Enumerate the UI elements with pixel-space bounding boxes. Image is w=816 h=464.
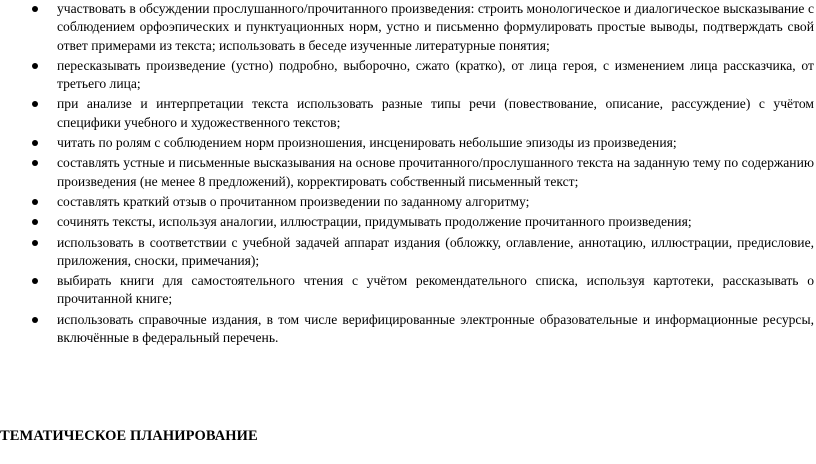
bullet-icon — [32, 199, 38, 205]
list-item-text: пересказывать произведение (устно) подробно, выборочно, сжато (кратко), от лица героя, с изменением лица рассказчика, от третьего лица; — [57, 57, 814, 92]
list-item-text: при анализе и интерпретации текста использовать разные типы речи (повествование, описание, рассуждение) с учётом специфики учебного и художественного текстов; — [57, 96, 814, 130]
list-item — [0, 93, 816, 132]
list-item — [0, 270, 816, 309]
list-item — [0, 132, 816, 152]
list-item-text: участвовать в обсуждении прослушанного/прочитанного произведения: строить монологическое и диалогическое высказывание с соблюдением орфоэпических и пунктуационных норм, устно и письменно формулировать простые выводы, подтверждать свой ответ примерами из текста; использовать в беседе изученные литературные понятия; — [57, 1, 814, 53]
bullet-icon — [32, 278, 38, 284]
list-item — [0, 232, 816, 271]
bullet-icon — [32, 63, 38, 69]
list-item-text: читать по ролям с соблюдением норм произношения, инсценировать небольшие эпизоды из произведения; — [57, 135, 677, 151]
bullet-icon — [32, 219, 38, 225]
list-item-text: составлять устные и письменные высказывания на основе прочитанного/прослушанного текста на заданную тему по содержанию произведения (не менее 8 предложений), корректировать собственный письменный текст; — [57, 155, 814, 189]
bullet-icon — [32, 6, 38, 12]
list-item — [0, 152, 816, 191]
list-item-text: использовать справочные издания, в том числе верифицированные электронные образовательные и информационные ресурсы, включённые в федеральный перечень. — [57, 311, 814, 346]
section-heading: ТЕМАТИЧЕСКОЕ ПЛАНИРОВАНИЕ — [0, 428, 258, 444]
bullet-icon — [32, 317, 38, 323]
list-item — [0, 309, 816, 348]
bullet-icon — [32, 101, 38, 107]
list-item — [0, 211, 816, 231]
list-item-text: выбирать книги для самостоятельного чтения с учётом рекомендательного списка, используя картотеки, рассказывать о прочитанной книге; — [57, 273, 814, 307]
list-item — [0, 55, 816, 94]
list-item-text: сочинять тексты, используя аналогии, иллюстрации, придумывать продолжение прочитанного произведения; — [57, 214, 692, 230]
bullet-icon — [32, 240, 38, 246]
list-item-text: составлять краткий отзыв о прочитанном произведении по заданному алгоритму; — [57, 193, 530, 209]
list-item — [0, 191, 816, 211]
list-item — [0, 0, 816, 55]
list-item-text: использовать в соответствии с учебной задачей аппарат издания (обложку, оглавление, аннотацию, иллюстрации, предисловие, приложения, сноски, примечания); — [57, 234, 814, 268]
bullet-icon — [32, 160, 38, 166]
bullet-icon — [32, 140, 38, 146]
